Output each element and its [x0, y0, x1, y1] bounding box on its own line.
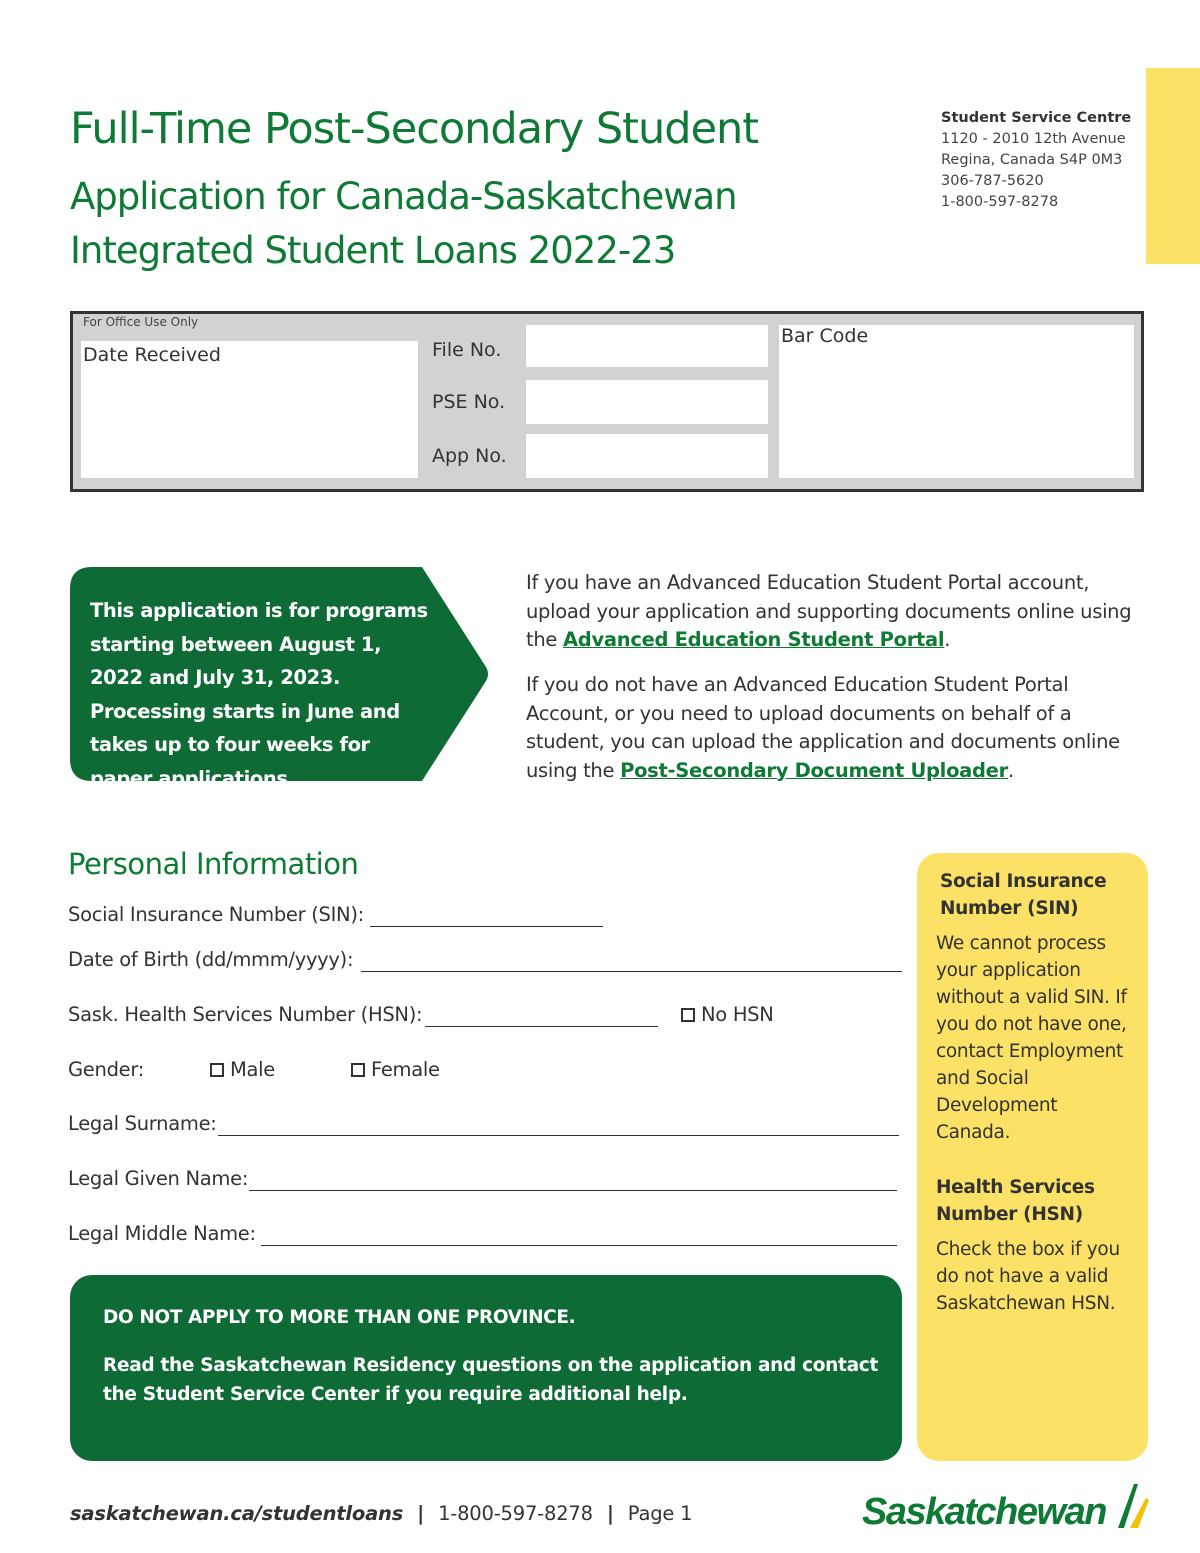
office-use-label: For Office Use Only: [83, 315, 199, 329]
gender-male-option[interactable]: [210, 1058, 275, 1081]
pse-no-label: PSE No.: [432, 391, 506, 413]
male-label: Male: [230, 1058, 275, 1081]
contact-address-line2: Regina, Canada S4P 0M3: [941, 152, 1123, 168]
contact-block: [941, 108, 1131, 213]
app-no-field[interactable]: [526, 434, 768, 478]
contact-phone-local: 306-787-5620: [941, 173, 1044, 189]
page-subtitle: [70, 170, 910, 278]
saskatchewan-logo: [862, 1478, 1152, 1538]
footer-phone: 1-800-597-8278: [438, 1502, 593, 1525]
contact-address-line1: 1120 - 2010 12th Avenue: [941, 131, 1126, 147]
footer-page: Page 1: [627, 1502, 693, 1525]
sidebar-hsn-text: Check the box if you do not have a valid Saskatchewan HSN.: [936, 1239, 1120, 1314]
sidebar-sin-text: We cannot process your application without a valid SIN. If you do not have one, contact Employment and Social Development Canada.: [936, 933, 1127, 1143]
portal-paragraph: [526, 569, 1136, 655]
surname-field[interactable]: [218, 1135, 899, 1136]
hsn-field[interactable]: [425, 1026, 658, 1027]
logo-wordmark: Saskatchewan: [862, 1491, 1106, 1533]
portal-text-end: .: [944, 628, 951, 651]
sidebar-sin-heading: Social Insurance Number (SIN): [940, 871, 1107, 919]
portal-text: If you have an Advanced Education Student Portal account, upload your application and supporting documents online using the: [526, 571, 1132, 651]
uploader-text-end: .: [1007, 758, 1014, 782]
footer: [70, 1502, 692, 1525]
gender-female-option[interactable]: [351, 1058, 440, 1081]
logo-wheat-leaf-icon: [1130, 1498, 1149, 1528]
bar-code-label: Bar Code: [781, 325, 869, 347]
dob-field[interactable]: [361, 971, 902, 972]
female-label: Female: [371, 1058, 440, 1081]
female-checkbox[interactable]: [351, 1063, 365, 1077]
middle-name-field[interactable]: [261, 1245, 897, 1246]
no-hsn-option[interactable]: [681, 1003, 774, 1026]
program-dates-text: This application is for programs starting between August 1, 2022 and July 31, 2023. Processing starts in June and takes up to four weeks for paper applications.: [90, 599, 428, 790]
no-hsn-checkbox[interactable]: [681, 1008, 695, 1022]
pse-no-field[interactable]: [526, 380, 768, 424]
app-no-label: App No.: [432, 445, 507, 467]
page-title: Full-Time Post-Secondary Student: [70, 104, 759, 154]
sidebar-hsn-heading: Health Services Number (HSN): [936, 1177, 1095, 1225]
personal-info-heading: Personal Information: [68, 847, 359, 881]
gender-label: Gender:: [68, 1058, 144, 1081]
document-uploader-link[interactable]: Post-Secondary Document Uploader: [620, 758, 1008, 782]
dob-label: Date of Birth (dd/mmm/yyyy):: [68, 948, 354, 971]
no-hsn-label: No HSN: [701, 1003, 774, 1026]
given-name-field[interactable]: [249, 1190, 897, 1191]
sin-label: Social Insurance Number (SIN):: [68, 903, 364, 926]
province-warning-text: Read the Saskatchewan Residency questions on the application and contact the Student Service Center if you require additional help.: [103, 1355, 878, 1405]
contact-phone-tollfree: 1-800-597-8278: [941, 194, 1059, 210]
given-name-label: Legal Given Name:: [68, 1167, 249, 1190]
subtitle-year: 2022-23: [527, 229, 676, 272]
student-portal-link[interactable]: Advanced Education Student Portal: [563, 628, 945, 651]
surname-label: Legal Surname:: [68, 1112, 217, 1135]
yellow-side-tab: [1146, 68, 1200, 264]
uploader-text: If you do not have an Advanced Education Student Portal Account, or you need to upload documents on behalf of a student, you can upload the application and documents online using the: [526, 673, 1120, 782]
footer-separator: |: [417, 1502, 425, 1525]
male-checkbox[interactable]: [210, 1063, 224, 1077]
province-warning-heading: DO NOT APPLY TO MORE THAN ONE PROVINCE.: [103, 1307, 576, 1328]
middle-name-label: Legal Middle Name:: [68, 1222, 256, 1245]
date-received-label: Date Received: [83, 344, 221, 366]
file-no-field[interactable]: [526, 325, 768, 367]
footer-separator: |: [606, 1502, 614, 1525]
uploader-paragraph: [526, 671, 1136, 785]
file-no-label: File No.: [432, 339, 502, 361]
hsn-label: Sask. Health Services Number (HSN):: [68, 1003, 423, 1026]
sin-field[interactable]: [370, 926, 603, 927]
subtitle-text: Application for Canada-Saskatchewan Integrated Student Loans: [70, 175, 737, 272]
footer-url[interactable]: saskatchewan.ca/studentloans: [70, 1502, 404, 1525]
bar-code-field[interactable]: [779, 325, 1134, 478]
contact-name: Student Service Centre: [941, 110, 1132, 126]
